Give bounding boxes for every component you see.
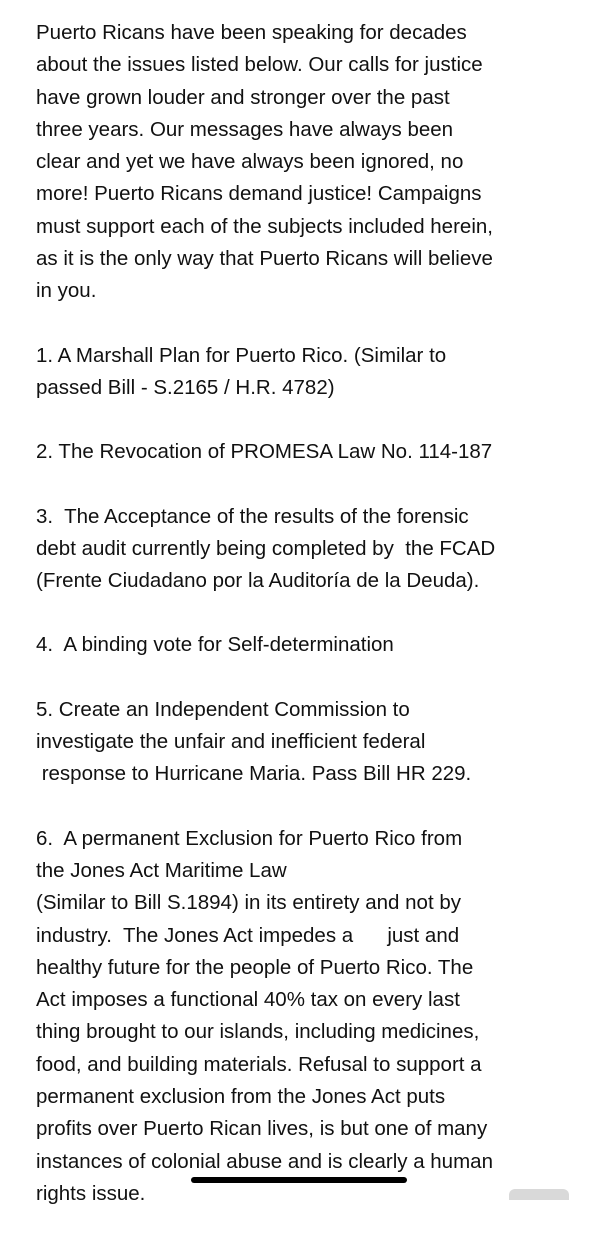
text-line: profits over Puerto Rican lives, is but one of many [36, 1117, 488, 1141]
text-line: 3. The Acceptance of the results of the forensic [36, 504, 469, 528]
text-line: industry. The Jones Act impedes a just and [36, 923, 460, 947]
text-line: Puerto Ricans have been speaking for decades [36, 21, 467, 44]
text-line: more! Puerto Ricans demand justice! Campaigns [36, 182, 482, 206]
text-line: 5. Create an Independent Commission to [36, 697, 410, 721]
text-line: clear and yet we have always been ignored, no [36, 150, 464, 174]
demand-item-6 [36, 823, 596, 1211]
text-line: passed Bill - S.2165 / H.R. 4782) [36, 375, 335, 399]
demand-item-1 [36, 340, 596, 405]
text-line: debt audit currently being completed by the FCAD [36, 536, 496, 560]
text-line: 2. The Revocation of PROMESA Law No. 114-187 [36, 440, 493, 464]
text-line: 6. A permanent Exclusion for Puerto Rico from [36, 826, 463, 850]
text-line: three years. Our messages have always been [36, 117, 454, 141]
home-indicator-bar[interactable] [191, 1177, 407, 1183]
demand-item-3 [36, 501, 596, 598]
demand-item-5 [36, 694, 596, 791]
text-line: (Similar to Bill S.1894) in its entirety and not by [36, 891, 461, 915]
text-line: have grown louder and stronger over the past [36, 85, 450, 109]
text-line: as it is the only way that Puerto Ricans will believe [36, 247, 493, 271]
text-line: permanent exclusion from the Jones Act puts [36, 1085, 446, 1109]
text-line: (Frente Ciudadano por la Auditoría de la Deuda). [36, 569, 480, 593]
text-line: about the issues listed below. Our calls for justice [36, 53, 483, 77]
scroll-edge-indicator [509, 1189, 569, 1200]
text-line: investigate the unfair and inefficient federal [36, 730, 426, 754]
demand-item-2 [36, 436, 596, 468]
document-body [36, 17, 596, 1242]
text-line: the Jones Act Maritime Law [36, 858, 287, 882]
intro-paragraph [36, 17, 596, 308]
demand-item-4 [36, 629, 596, 661]
text-line: 1. A Marshall Plan for Puerto Rico. (Similar to [36, 343, 447, 367]
text-line: must support each of the subjects included herein, [36, 214, 493, 238]
text-line: response to Hurricane Maria. Pass Bill HR 229. [36, 762, 472, 786]
text-line: thing brought to our islands, including medicines, [36, 1020, 480, 1044]
text-line: 4. A binding vote for Self-determination [36, 633, 394, 657]
text-line: instances of colonial abuse and is clearly a human [36, 1149, 493, 1173]
text-line: healthy future for the people of Puerto Rico. The [36, 955, 474, 979]
text-line: rights issue. [36, 1181, 146, 1205]
text-line: food, and building materials. Refusal to support a [36, 1052, 482, 1076]
text-line: in you. [36, 279, 97, 303]
text-line: Act imposes a functional 40% tax on every last [36, 988, 460, 1012]
